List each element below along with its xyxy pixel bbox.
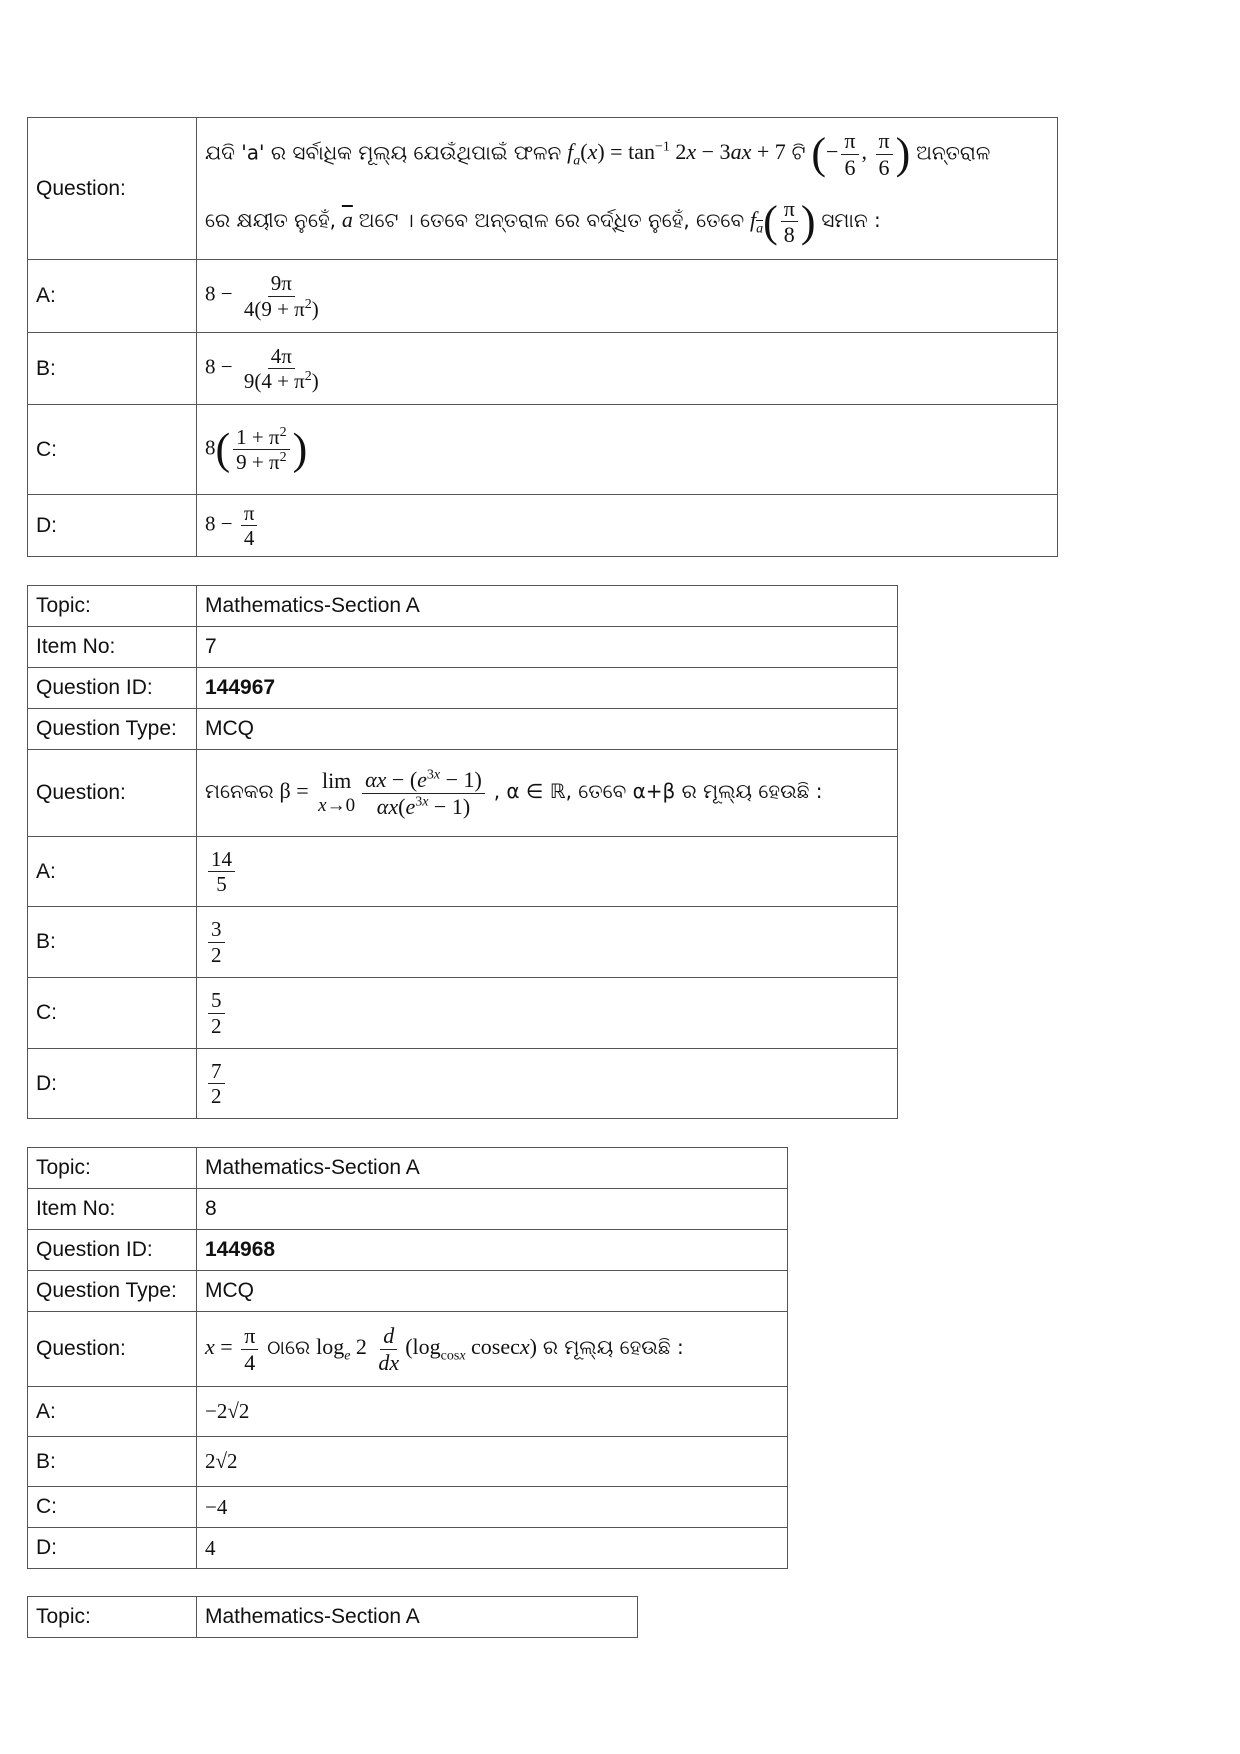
topic-label: Topic:: [28, 1148, 197, 1189]
item-no-value: 7: [197, 627, 898, 668]
option-b-label: B:: [28, 1437, 197, 1487]
topic-value: Mathematics-Section A: [197, 1148, 788, 1189]
option-b-label: B:: [28, 907, 197, 978]
topic-value: Mathematics-Section A: [197, 586, 898, 627]
question-block-7: [27, 585, 898, 1119]
question-text: x = $\frac{\pi}{4}$ ଠାରେ $\log_e 2$ $\frac{d}{dx}$ ($\log_{cosx}$ cosecx) ର ମୂଲ୍ୟ ହେଉଛି :: [197, 1312, 788, 1387]
option-a-label: A:: [28, 837, 197, 907]
question-type-label: Question Type:: [28, 709, 197, 750]
question-label: Question:: [28, 118, 197, 260]
item-no-label: Item No:: [28, 1189, 197, 1230]
question-type-label: Question Type:: [28, 1271, 197, 1312]
option-a-value: $\frac{14}{5}$: [197, 837, 898, 907]
topic-label: Topic:: [28, 1597, 197, 1638]
option-a-value: 8 − $\frac{9\pi}{4(9 + \pi^2)}$: [197, 260, 1058, 333]
question-id-value: 144967: [197, 668, 898, 709]
option-b-value: 8 − $\frac{4\pi}{9(4 + \pi^2)}$: [197, 333, 1058, 405]
option-a-label: A:: [28, 1387, 197, 1437]
option-d-label: D:: [28, 1049, 197, 1119]
question-text: ଯଦି 'a' ର ସର୍ବାଧିକ ମୂଲ୍ୟ ଯେଉଁଥିପାଇଁ ଫଳନ $f_a(x) = \tan^{-1} 2x - 3ax + 7$ ଟି (− $\frac{\pi}{6}$ , $\frac{\pi}{6}$ ) ଅନ୍ତରାଳ ରେ କ୍ଷୟୀତ ନୁହେଁ, $\overline{a}$ ଅଟେ । ତେବେ ଅନ୍ତରାଳ ରେ ବର୍ଦ୍ଧିତ ନୁହେଁ, ତେବେ $f_{\overline{a}}$( $\frac{\pi}{8}$ ) ସମାନ :: [197, 118, 1058, 260]
option-c-value: 8( $\frac{1 + \pi^2}{9 + \pi^2}$ ): [197, 405, 1058, 495]
option-c-label: C:: [28, 1487, 197, 1528]
topic-label: Topic:: [28, 586, 197, 627]
question-type-value: MCQ: [197, 1271, 788, 1312]
option-b-label: B:: [28, 333, 197, 405]
question-id-value: 144968: [197, 1230, 788, 1271]
question-block-6: [27, 117, 1058, 557]
option-d-value: $\frac{7}{2}$: [197, 1049, 898, 1119]
option-d-label: D:: [28, 1528, 197, 1569]
question-id-label: Question ID:: [28, 1230, 197, 1271]
option-c-label: C:: [28, 405, 197, 495]
question-id-label: Question ID:: [28, 668, 197, 709]
option-c-value: $\frac{5}{2}$: [197, 978, 898, 1049]
question-label: Question:: [28, 1312, 197, 1387]
item-no-label: Item No:: [28, 627, 197, 668]
option-b-value: 2√2: [197, 1437, 788, 1487]
option-a-value: −2√2: [197, 1387, 788, 1437]
option-d-value: 4: [197, 1528, 788, 1569]
question-text: ମନେକର β = lim x→0 $\frac{\alpha x - (e^{3x} - 1)}{\alpha x(e^{3x} - 1)}$ , α ∈ ℝ, ତେବେ α+β ର ମୂଲ୍ୟ ହେଉଛି :: [197, 750, 898, 837]
question-block-9: [27, 1596, 638, 1638]
topic-value: Mathematics-Section A: [197, 1597, 638, 1638]
item-no-value: 8: [197, 1189, 788, 1230]
option-c-value: −4: [197, 1487, 788, 1528]
option-b-value: $\frac{3}{2}$: [197, 907, 898, 978]
option-a-label: A:: [28, 260, 197, 333]
option-d-value: 8 − $\frac{\pi}{4}$: [197, 495, 1058, 557]
question-block-8: [27, 1147, 788, 1569]
question-label: Question:: [28, 750, 197, 837]
option-d-label: D:: [28, 495, 197, 557]
question-type-value: MCQ: [197, 709, 898, 750]
option-c-label: C:: [28, 978, 197, 1049]
